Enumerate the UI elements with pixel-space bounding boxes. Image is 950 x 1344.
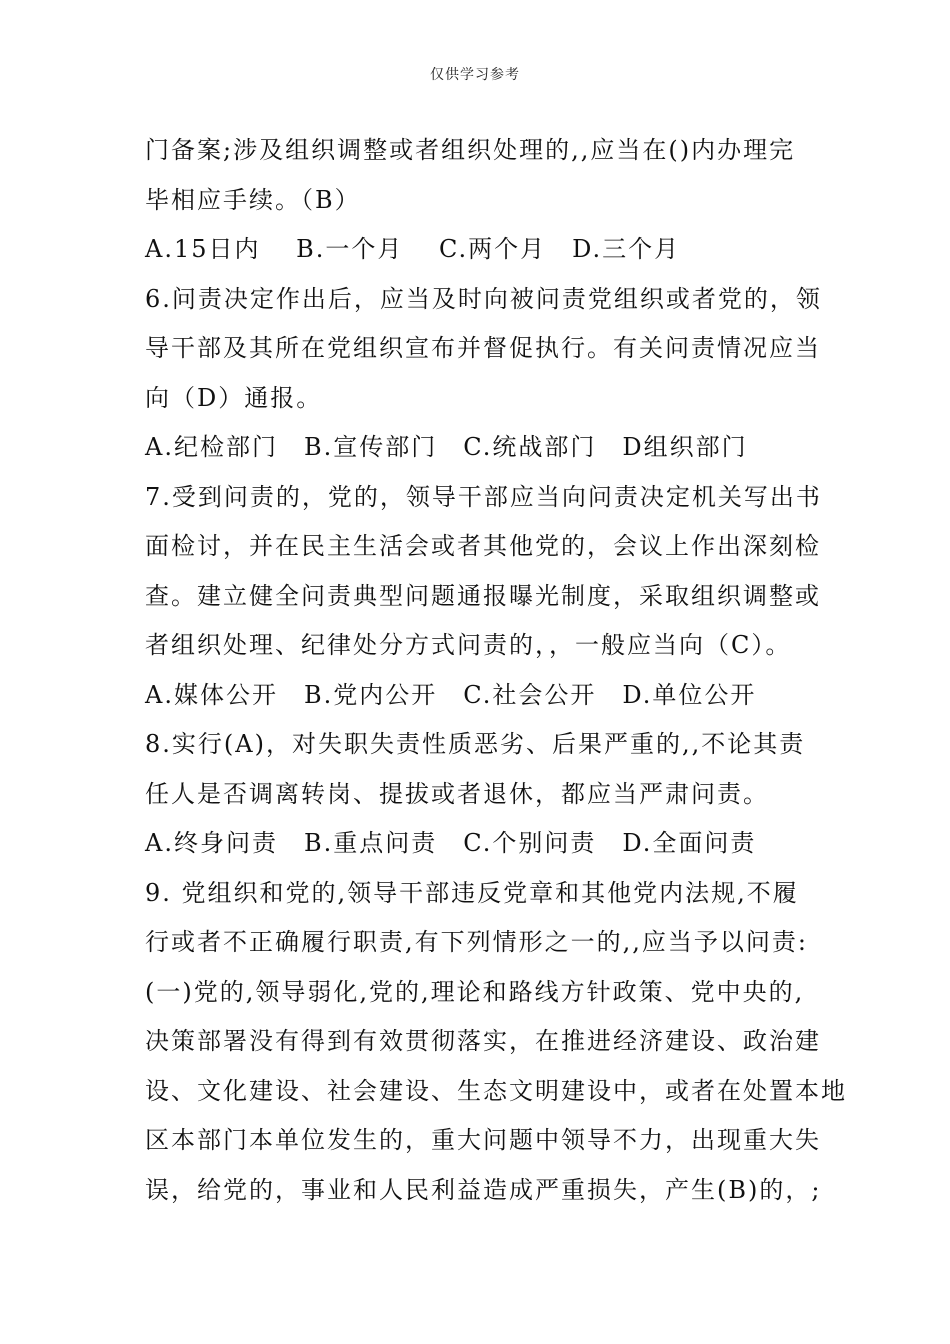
document-body (145, 126, 847, 1215)
question-8: 8.实行(A)，对失职失责性质恶劣、后果严重的,,不论其责 (145, 730, 806, 758)
text-line: 毕相应手续。（B） (145, 185, 361, 214)
text-line: 查。建立健全问责典型问题通报曝光制度，采取组织调整或 (145, 581, 821, 610)
text-line: (一)党的,领导弱化,党的,理论和路线方针政策、党中央的, (145, 977, 805, 1006)
text-line: 决策部署没有得到有效贯彻落实，在推进经济建设、政治建 (145, 1027, 821, 1055)
text-line: 区本部门本单位发生的，重大问题中领导不力，出现重大失 (145, 1126, 821, 1154)
text-line: 导干部及其所在党组织宣布并督促执行。有关问责情况应当 (145, 334, 821, 362)
text-line: 门备案;涉及组织调整或者组织处理的,,应当在()内办理完 (145, 136, 796, 164)
text-line: 设、文化建设、社会建设、生态文明建设中，或者在处置本地 (145, 1076, 847, 1105)
answer-options: A.媒体公开 B.党内公开 C.社会公开 D.单位公开 (145, 680, 757, 709)
answer-options: A.纪检部门 B.宣传部门 C.统战部门 D组织部门 (145, 433, 748, 461)
text-line: 任人是否调离转岗、提拔或者退休，都应当严肃问责。 (145, 779, 769, 808)
question-9: 9. 党组织和党的,领导干部违反党章和其他党内法规,不履 (145, 878, 799, 907)
page-header: 仅供学习参考 (430, 67, 520, 83)
text-line: 者组织处理、纪律处分方式问责的，，一般应当向（C）。 (145, 631, 792, 659)
text-line: 向（D）通报。 (145, 383, 323, 412)
question-6: 6.问责决定作出后，应当及时向被问责党组织或者党的，领 (145, 284, 822, 313)
question-7: 7.受到问责的，党的，领导干部应当向问责决定机关写出书 (145, 482, 822, 511)
text-line: 误，给党的，事业和人民利益造成严重损失，产生(B)的，; (145, 1175, 822, 1204)
text-line: 行或者不正确履行职责,有下列情形之一的,,应当予以问责: (145, 928, 808, 956)
answer-options: A.15日内 B.一个月 C.两个月 D.三个月 (145, 235, 681, 263)
text-line: 面检讨，并在民主生活会或者其他党的，会议上作出深刻检 (145, 532, 821, 560)
answer-options: A.终身问责 B.重点问责 C.个别问责 D.全面问责 (145, 829, 757, 857)
